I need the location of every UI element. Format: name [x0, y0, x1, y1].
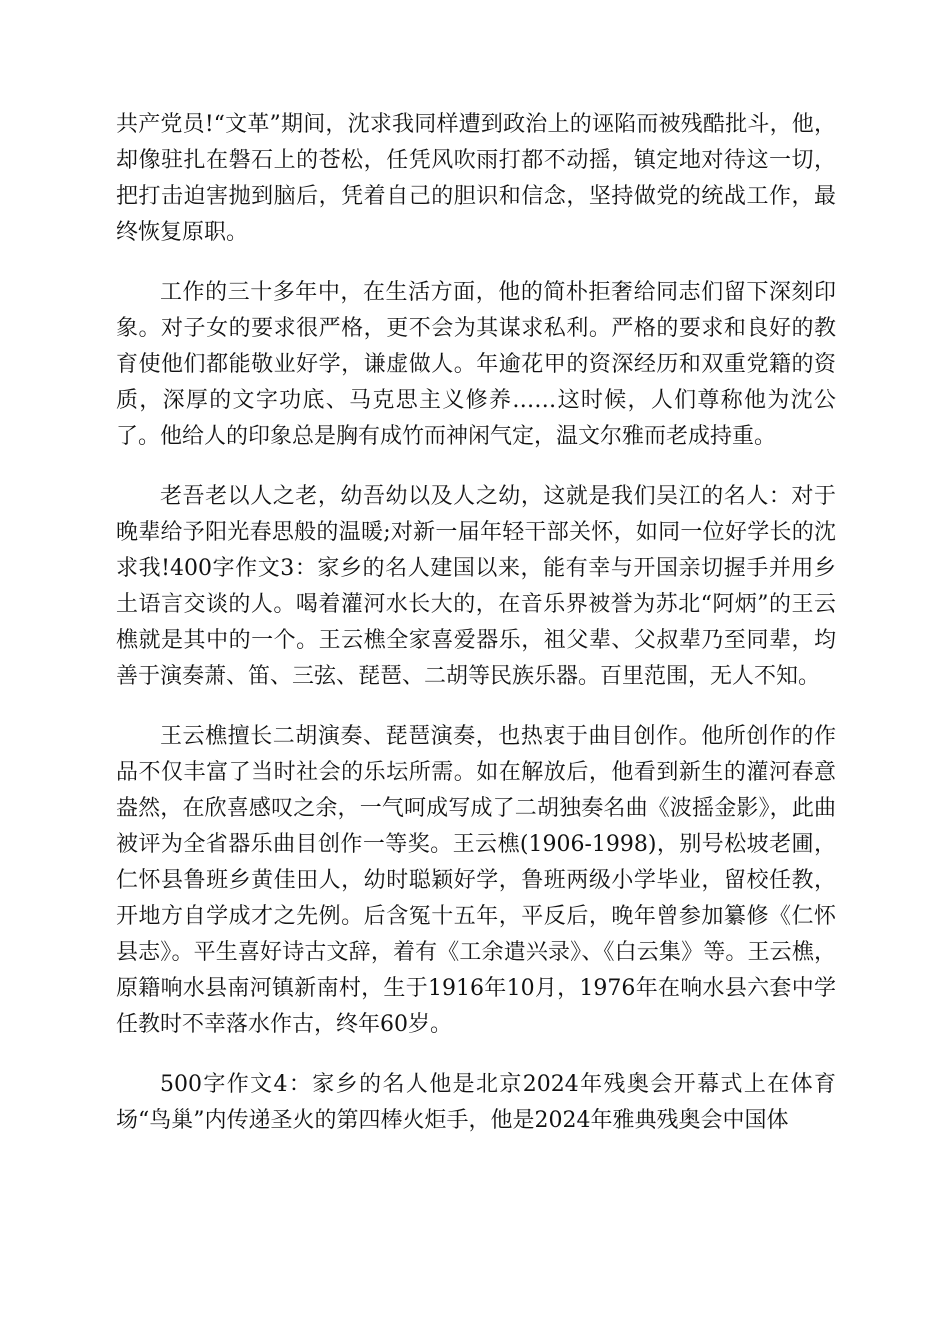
- document-body: [116, 107, 836, 1163]
- paragraph-4: 王云樵擅长二胡演奏、琵琶演奏，也热衷于曲目创作。他所创作的作品不仅丰富了当时社会的乐坛所需。如在解放后，他看到新生的灌河春意盎然，在欣喜感叹之余，一气呵成写成了二胡独奏名曲《波摇金影》，此曲被评为全省器乐曲目创作一等奖。王云樵(1906-1998)，别号松坡老圃，仁怀县鲁班乡黄佳田人，幼时聪颖好学，鲁班两级小学毕业，留校任教，开地方自学成才之先例。后含冤十五年，平反后，晚年曾参加纂修《仁怀县志》。平生喜好诗古文辞，着有《工余遣兴录》、《白云集》等。王云樵，原籍响水县南河镇新南村，生于1916年10月，1976年在响水县六套中学任教时不幸落水作古，终年60岁。: [116, 724, 837, 1037]
- paragraph-3: 老吾老以人之老，幼吾幼以及人之幼，这就是我们吴江的名人：对于晚辈给予阳光春思般的温暖;对新一届年轻干部关怀，如同一位好学长的沈求我!400字作文3：家乡的名人建国以来，能有幸与开国亲切握手并用乡土语言交谈的人。喝着灌河水长大的，在音乐界被誉为苏北“阿炳”的王云樵就是其中的一个。王云樵全家喜爱器乐，祖父辈、父叔辈乃至同辈，均善于演奏萧、笛、三弦、琵琶、二胡等民族乐器。百里范围，无人不知。: [116, 484, 836, 689]
- paragraph-2: 工作的三十多年中，在生活方面，他的简朴拒奢给同志们留下深刻印象。对子女的要求很严格，更不会为其谋求私利。严格的要求和良好的教育使他们都能敬业好学，谦虚做人。年逾花甲的资深经历和双重党籍的资质，深厚的文字功底、马克思主义修养……这时候，人们尊称他为沈公了。他给人的印象总是胸有成竹而神闲气定，温文尔雅而老成持重。: [116, 280, 836, 449]
- paragraph-1: 共产党员!“文革”期间，沈求我同样遭到政治上的诬陷而被残酷批斗，他，却像驻扎在磐石上的苍松，任凭风吹雨打都不动摇，镇定地对待这一切，把打击迫害抛到脑后，凭着自己的胆识和信念，坚持做党的统战工作，最终恢复原职。: [116, 112, 836, 245]
- paragraph-5: 500字作文4：家乡的名人他是北京2024年残奥会开幕式上在体育场“鸟巢”内传递圣火的第四棒火炬手，他是2024年雅典残奥会中国体: [116, 1072, 836, 1133]
